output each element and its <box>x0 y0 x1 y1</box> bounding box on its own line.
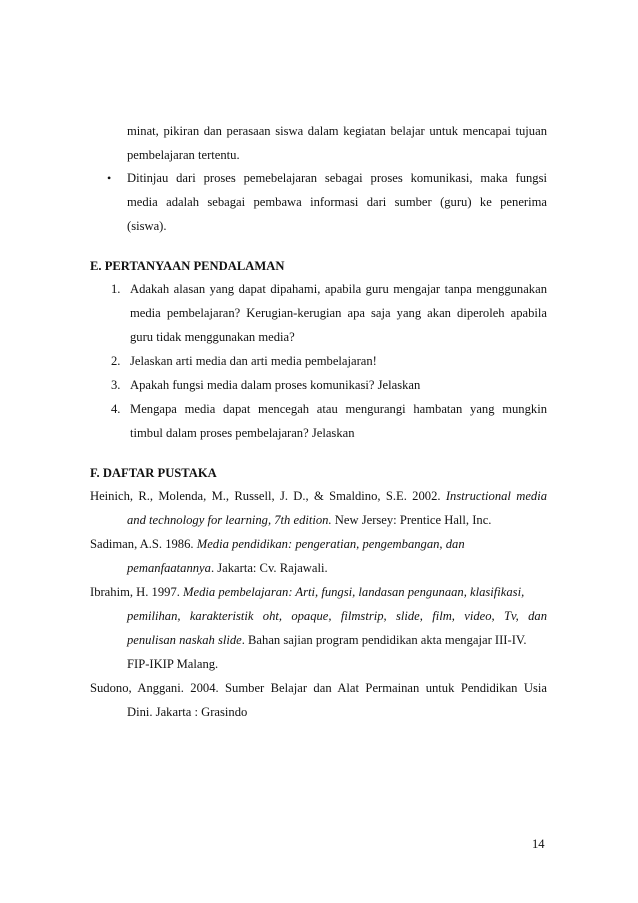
reference-4-line-1: Sudono, Anggani. 2004. Sumber Belajar dan Alat Permainan untuk Pendidikan Usia <box>90 681 547 695</box>
question-4-line-2: timbul dalam proses pembelajaran? Jelaskan <box>130 426 355 440</box>
reference-3-line-1: Ibrahim, H. 1997. Media pembelajaran: Arti, fungsi, landasan pengunaan, klasifikasi, <box>90 585 525 599</box>
question-number: 2. <box>111 354 121 368</box>
question-number: 1. <box>111 282 121 296</box>
reference-3-line-2: pemilihan, karakteristik oht, opaque, filmstrip, slide, film, video, Tv, dan <box>127 609 547 623</box>
question-1-line-2: media pembelajaran? Kerugian-kerugian apa saja yang akan diperoleh apabila <box>130 306 547 320</box>
reference-1-line-1: Heinich, R., Molenda, M., Russell, J. D., & Smaldino, S.E. 2002. Instructional media <box>90 489 548 503</box>
reference-2-line-2: pemanfaatannya. Jakarta: Cv. Rajawali. <box>127 561 328 575</box>
reference-4-line-2: Dini. Jakarta : Grasindo <box>127 705 248 719</box>
bullet-item-line-2: media adalah sebagai pembawa informasi dari sumber (guru) ke penerima <box>127 195 547 209</box>
question-number: 3. <box>111 378 121 392</box>
question-number: 4. <box>111 402 121 416</box>
question-3-line-1: Apakah fungsi media dalam proses komunikasi? Jelaskan <box>130 378 421 392</box>
question-4-line-1: Mengapa media dapat mencegah atau mengurangi hambatan yang mungkin <box>130 402 547 416</box>
bullet-continuation-line-2: pembelajaran tertentu. <box>127 148 240 162</box>
question-1-line-1: Adakah alasan yang dapat dipahami, apabila guru mengajar tanpa menggunakan <box>130 282 547 296</box>
question-2-line-1: Jelaskan arti media dan arti media pembelajaran! <box>130 354 377 368</box>
bullet-item-line-3: (siswa). <box>127 219 167 233</box>
section-e-heading: E. PERTANYAAN PENDALAMAN <box>90 259 285 273</box>
question-1-line-3: guru tidak menggunakan media? <box>130 330 295 344</box>
bullet-marker: • <box>107 171 112 185</box>
bullet-item-line-1: Ditinjau dari proses pemebelajaran sebagai proses komunikasi, maka fungsi <box>127 171 547 185</box>
reference-3-line-4: FIP-IKIP Malang. <box>127 657 219 671</box>
reference-1-line-2: and technology for learning, 7th edition. New Jersey: Prentice Hall, Inc. <box>127 513 492 527</box>
page-number: 14 <box>532 837 545 851</box>
reference-3-line-3: penulisan naskah slide. Bahan sajian program pendidikan akta mengajar III-IV. <box>127 633 527 647</box>
reference-2-line-1: Sadiman, A.S. 1986. Media pendidikan: pengeratian, pengembangan, dan <box>90 537 465 551</box>
section-f-heading: F. DAFTAR PUSTAKA <box>90 466 217 480</box>
bullet-continuation-line-1: minat, pikiran dan perasaan siswa dalam kegiatan belajar untuk mencapai tujuan <box>127 124 547 138</box>
